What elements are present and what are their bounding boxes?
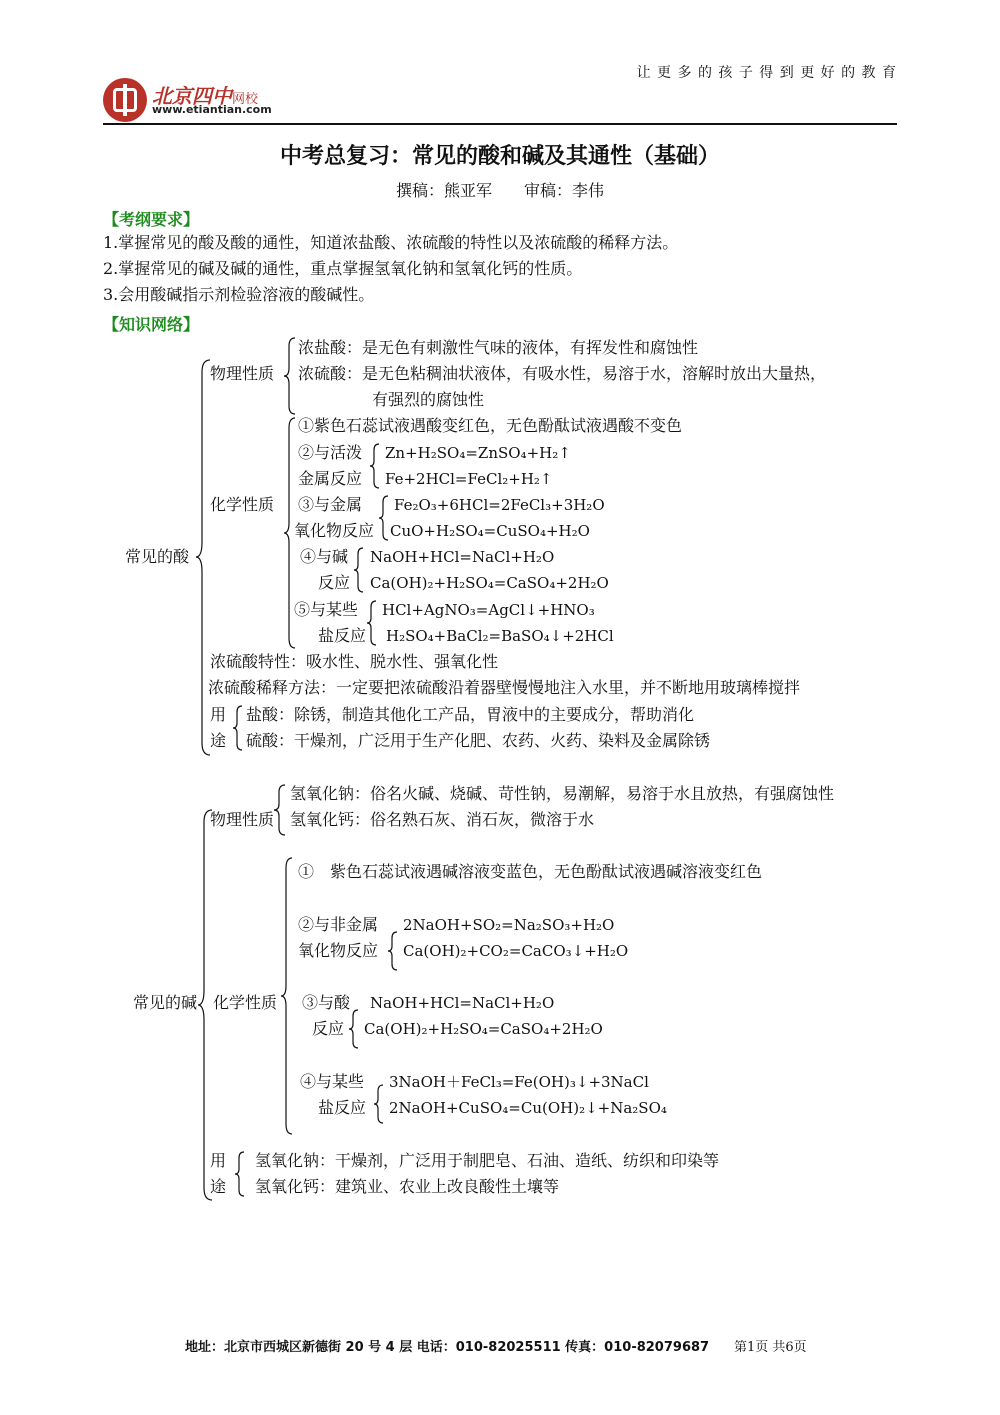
logo-name: 北京四中网校 — [152, 84, 259, 108]
acid-physical-label: 物理性质 — [210, 364, 275, 383]
section-network: 【知识网络】 — [103, 315, 200, 334]
base-indicator: ① 紫色石蕊试液遇碱溶液变蓝色，无色酚酞试液遇碱溶液变红色 — [298, 862, 763, 881]
authors: 撰稿：熊亚军 审稿：李伟 — [395, 181, 604, 200]
acid-h2so4-property: 浓硫酸特性：吸水性、脱水性、强氧化性 — [210, 652, 499, 671]
acid-metal-eq-2: Fe+2HCl=FeCl₂+H₂↑ — [385, 470, 553, 488]
acid-oxide-label-2: 氧化物反应 — [294, 521, 375, 540]
footer-address: 地址：北京市西城区新德街 20 号 4 层 电话：010-82025511 传真：010-82079687 — [185, 1340, 710, 1355]
acid-base-label-1: ④与碱 — [300, 547, 349, 566]
requirement-2: 2.掌握常见的碱及碱的通性，重点掌握氢氧化钠和氢氧化钙的性质。 — [103, 259, 583, 278]
base-physical-brace — [275, 785, 287, 835]
acid-physical-hcl: 浓盐酸：是无色有刺激性气味的液体，有挥发性和腐蚀性 — [298, 338, 699, 357]
base-physical-label: 物理性质 — [210, 810, 275, 829]
acid-base-eq-2: Ca(OH)₂+H₂SO₄=CaSO₄+2H₂O — [370, 574, 609, 592]
section-requirements: 【考纲要求】 — [103, 210, 200, 229]
base-use-brace — [236, 1152, 246, 1196]
acid-physical-h2so4-cont: 有强烈的腐蚀性 — [372, 390, 485, 409]
acid-use-label-2: 途 — [210, 731, 227, 750]
acid-indicator: ①紫色石蕊试液遇酸变红色，无色酚酞试液遇酸不变色 — [298, 416, 683, 435]
base-acid-label-2: 反应 — [312, 1019, 345, 1038]
base-oxide-label-1: ②与非金属 — [298, 915, 379, 934]
base-use-naoh: 氢氧化钠：干燥剂，广泛用于制肥皂、石油、造纸、纺织和印染等 — [255, 1151, 720, 1170]
acid-use-label-1: 用 — [210, 705, 227, 724]
base-oxide-eq-2: Ca(OH)₂+CO₂=CaCO₃↓+H₂O — [403, 942, 629, 960]
acid-metal-label-2: 金属反应 — [298, 469, 363, 488]
requirement-1: 1.掌握常见的酸及酸的通性，知道浓盐酸、浓硫酸的特性以及浓硫酸的稀释方法。 — [103, 233, 679, 252]
acid-physical-h2so4: 浓硫酸：是无色粘稠油状液体，有吸水性，易溶于水，溶解时放出大量热， — [298, 364, 827, 383]
header-rule — [103, 123, 897, 125]
base-oxide-brace — [389, 932, 399, 970]
base-use-label-2: 途 — [210, 1177, 227, 1196]
acid-salt-brace — [368, 601, 378, 645]
base-use-caoh: 氢氧化钙：建筑业、农业上改良酸性土壤等 — [255, 1177, 560, 1196]
base-main-brace — [200, 810, 214, 1200]
acid-salt-label-1: ⑤与某些 — [294, 600, 359, 619]
acid-oxide-brace — [380, 496, 390, 540]
base-chemical-brace — [282, 858, 294, 1134]
acid-use-h2so4: 硫酸：干燥剂，广泛用于生产化肥、农药、火药、染料及金属除锈 — [246, 731, 711, 750]
acid-use-hcl: 盐酸：除锈，制造其他化工产品，胃液中的主要成分，帮助消化 — [246, 705, 695, 724]
base-chemical-label: 化学性质 — [213, 993, 278, 1012]
acid-base-label-2: 反应 — [318, 573, 351, 592]
base-label: 常见的碱 — [133, 993, 198, 1012]
base-oxide-label-2: 氧化物反应 — [298, 941, 379, 960]
base-salt-label-1: ④与某些 — [300, 1072, 365, 1091]
acid-salt-label-2: 盐反应 — [318, 626, 367, 645]
base-acid-label-1: ③与酸 — [302, 993, 351, 1012]
acid-salt-eq-1: HCl+AgNO₃=AgCl↓+HNO₃ — [382, 601, 595, 619]
base-physical-naoh: 氢氧化钠：俗名火碱、烧碱、苛性钠，易潮解，易溶于水且放热，有强腐蚀性 — [290, 784, 835, 803]
base-salt-brace — [375, 1085, 385, 1123]
acid-use-brace — [234, 706, 244, 750]
base-oxide-eq-1: 2NaOH+SO₂=Na₂SO₃+H₂O — [403, 916, 615, 934]
page-title: 中考总复习：常见的酸和碱及其通性（基础） — [279, 144, 720, 169]
base-acid-brace — [350, 1010, 360, 1048]
acid-chemical-label: 化学性质 — [210, 495, 275, 514]
footer-page: 第1页 共6页 — [734, 1340, 807, 1355]
base-use-label-1: 用 — [210, 1151, 227, 1170]
requirement-3: 3.会用酸碱指示剂检验溶液的酸碱性。 — [103, 285, 375, 304]
base-acid-eq-2: Ca(OH)₂+H₂SO₄=CaSO₄+2H₂O — [364, 1020, 603, 1038]
acid-metal-brace — [371, 444, 381, 488]
acid-metal-label-1: ②与活泼 — [298, 443, 363, 462]
acid-salt-eq-2: H₂SO₄+BaCl₂=BaSO₄↓+2HCl — [386, 627, 614, 645]
acid-base-brace — [355, 548, 365, 592]
acid-oxide-eq-1: Fe₂O₃+6HCl=2FeCl₃+3H₂O — [394, 496, 605, 514]
base-salt-label-2: 盐反应 — [318, 1098, 367, 1117]
base-salt-eq-2: 2NaOH+CuSO₄=Cu(OH)₂↓+Na₂SO₄ — [389, 1099, 667, 1117]
acid-label: 常见的酸 — [125, 547, 190, 566]
acid-oxide-label-1: ③与金属 — [298, 495, 363, 514]
header-slogan: 让 更 多 的 孩 子 得 到 更 好 的 教 育 — [636, 65, 897, 81]
base-acid-eq-1: NaOH+HCl=NaCl+H₂O — [370, 994, 555, 1012]
base-salt-eq-1: 3NaOH＋FeCl₃=Fe(OH)₃↓+3NaCl — [389, 1073, 649, 1091]
acid-metal-eq-1: Zn+H₂SO₄=ZnSO₄+H₂↑ — [385, 444, 571, 462]
acid-base-eq-1: NaOH+HCl=NaCl+H₂O — [370, 548, 555, 566]
logo-emblem — [103, 78, 147, 122]
acid-oxide-eq-2: CuO+H₂SO₄=CuSO₄+H₂O — [390, 522, 590, 540]
acid-physical-brace — [285, 338, 297, 414]
acid-dilution-method: 浓硫酸稀释方法：一定要把浓硫酸沿着器壁慢慢地注入水里，并不断地用玻璃棒搅拌 — [208, 678, 801, 697]
logo-url: www.etiantian.com — [152, 103, 272, 116]
base-physical-caoh: 氢氧化钙：俗名熟石灰、消石灰，微溶于水 — [290, 810, 595, 829]
